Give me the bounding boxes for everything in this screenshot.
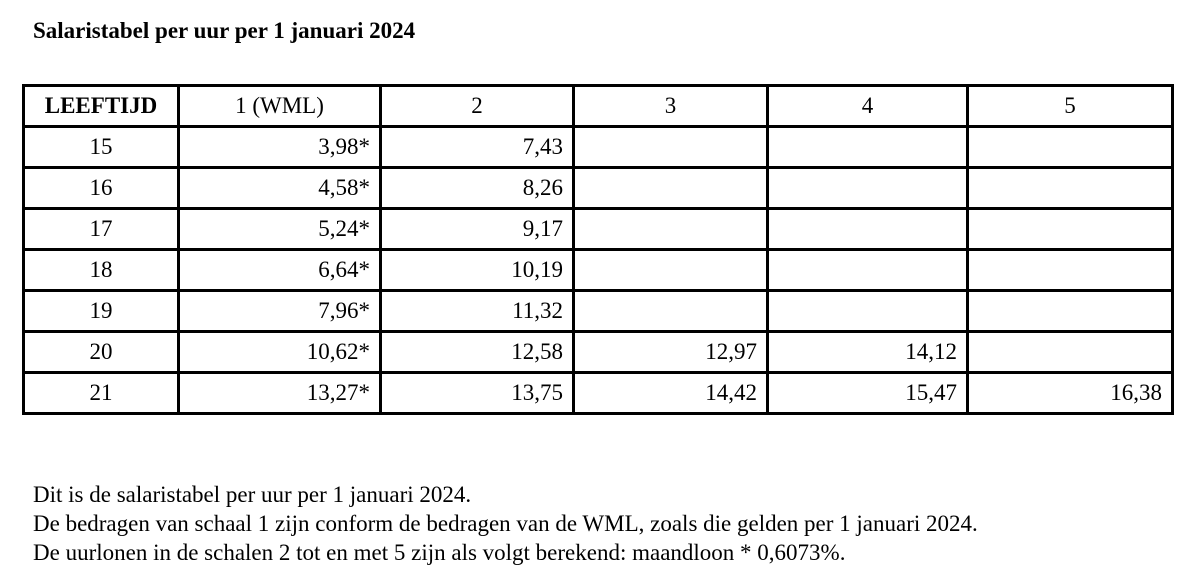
scale-4-cell xyxy=(768,250,968,291)
scale-3-cell xyxy=(574,291,768,332)
note-line: De bedragen van schaal 1 zijn conform de bedragen van de WML, zoals die gelden per 1 januari 2024. xyxy=(33,511,978,536)
column-header-scale-4: 4 xyxy=(768,86,968,127)
table-row xyxy=(24,332,1173,373)
table-row xyxy=(24,291,1173,332)
table-row xyxy=(24,209,1173,250)
age-cell: 15 xyxy=(24,127,179,168)
scale-5-cell xyxy=(968,209,1173,250)
age-cell: 17 xyxy=(24,209,179,250)
age-cell: 19 xyxy=(24,291,179,332)
age-cell: 20 xyxy=(24,332,179,373)
scale-5-cell xyxy=(968,168,1173,209)
scale-2-cell: 10,19 xyxy=(381,250,574,291)
scale-3-cell: 14,42 xyxy=(574,373,768,414)
scale-5-cell: 16,38 xyxy=(968,373,1173,414)
scale-1-cell: 7,96* xyxy=(179,291,381,332)
note-line: Dit is de salaristabel per uur per 1 januari 2024. xyxy=(33,482,472,507)
scale-3-cell: 12,97 xyxy=(574,332,768,373)
scale-1-cell: 10,62* xyxy=(179,332,381,373)
scale-5-cell xyxy=(968,291,1173,332)
salary-table xyxy=(22,84,1174,415)
age-cell: 21 xyxy=(24,373,179,414)
scale-3-cell xyxy=(574,168,768,209)
scale-2-cell: 13,75 xyxy=(381,373,574,414)
scale-2-cell: 12,58 xyxy=(381,332,574,373)
scale-4-cell xyxy=(768,168,968,209)
column-header-scale-1: 1 (WML) xyxy=(179,86,381,127)
footnotes xyxy=(33,480,978,567)
age-cell: 18 xyxy=(24,250,179,291)
scale-1-cell: 5,24* xyxy=(179,209,381,250)
scale-2-cell: 8,26 xyxy=(381,168,574,209)
table-row xyxy=(24,168,1173,209)
scale-1-cell: 4,58* xyxy=(179,168,381,209)
page-title: Salaristabel per uur per 1 januari 2024 xyxy=(33,18,416,43)
note-line: De uurlonen in de schalen 2 tot en met 5 zijn als volgt berekend: maandloon * 0,6073%. xyxy=(33,540,846,565)
table-header-row xyxy=(24,86,1173,127)
scale-4-cell xyxy=(768,209,968,250)
age-cell: 16 xyxy=(24,168,179,209)
table-row xyxy=(24,127,1173,168)
scale-4-cell: 15,47 xyxy=(768,373,968,414)
table-row xyxy=(24,250,1173,291)
column-header-scale-2: 2 xyxy=(381,86,574,127)
scale-4-cell xyxy=(768,127,968,168)
scale-2-cell: 9,17 xyxy=(381,209,574,250)
scale-5-cell xyxy=(968,127,1173,168)
column-header-scale-3: 3 xyxy=(574,86,768,127)
scale-2-cell: 11,32 xyxy=(381,291,574,332)
scale-4-cell xyxy=(768,291,968,332)
scale-1-cell: 13,27* xyxy=(179,373,381,414)
scale-1-cell: 6,64* xyxy=(179,250,381,291)
scale-5-cell xyxy=(968,332,1173,373)
scale-3-cell xyxy=(574,250,768,291)
column-header-scale-5: 5 xyxy=(968,86,1173,127)
scale-4-cell: 14,12 xyxy=(768,332,968,373)
scale-5-cell xyxy=(968,250,1173,291)
scale-1-cell: 3,98* xyxy=(179,127,381,168)
scale-3-cell xyxy=(574,209,768,250)
column-header-age: LEEFTIJD xyxy=(24,86,179,127)
scale-2-cell: 7,43 xyxy=(381,127,574,168)
scale-3-cell xyxy=(574,127,768,168)
table-row xyxy=(24,373,1173,414)
